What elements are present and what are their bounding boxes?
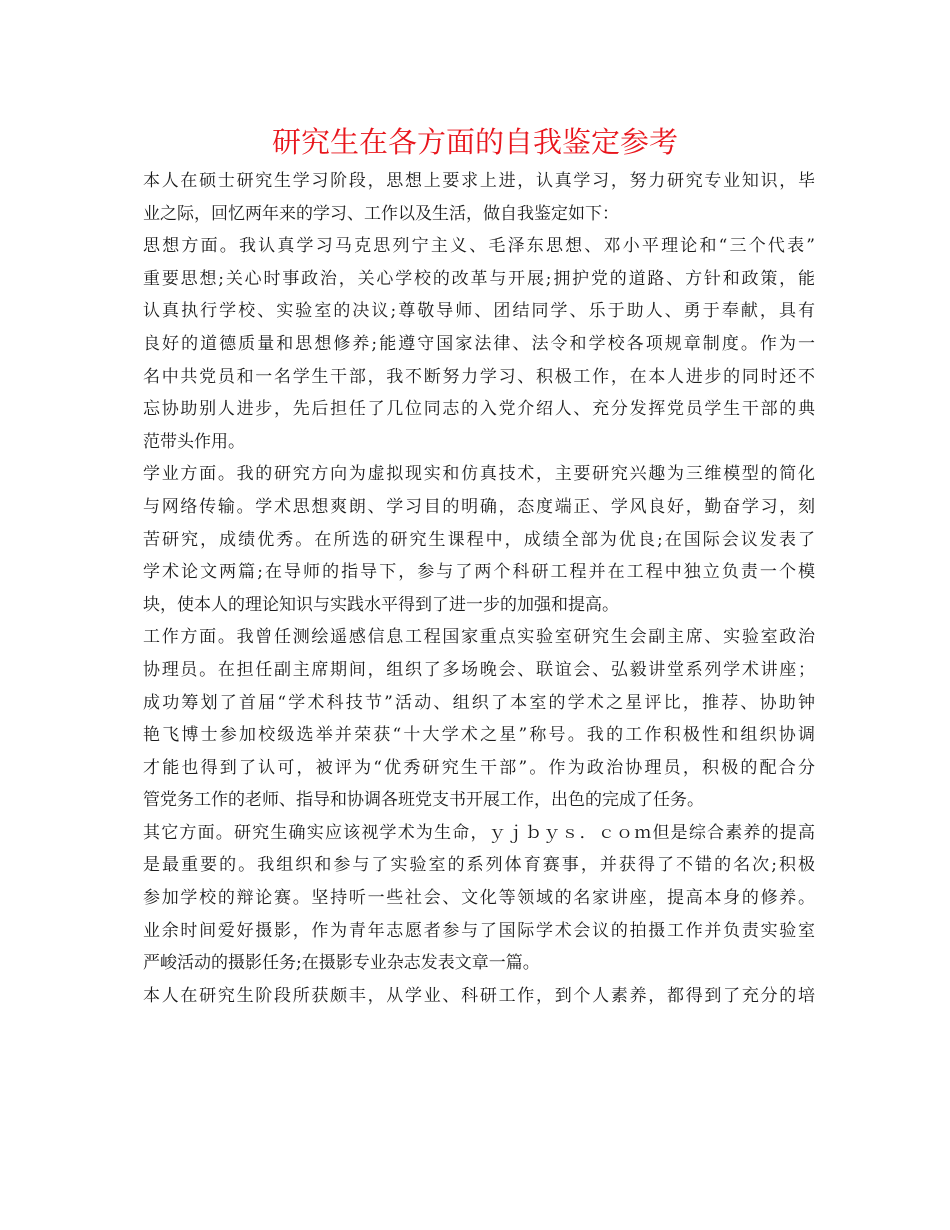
text-line: 块，使本人的理论知识与实践水平得到了进一步的加强和提高。 <box>143 594 619 615</box>
text-line: 参加学校的辩论赛。坚持听一些社会、文化等领域的名家讲座，提高本身的修养。 <box>143 888 815 909</box>
text-line: 其它方面。研究生确实应该视学术为生命，ｙｊｂｙｓ．ｃｏｍ但是综合素养的提高 <box>143 822 815 843</box>
text-line: 重要思想;关心时事政治，关心学校的改革与开展;拥护党的道路、方针和政策，能 <box>143 268 815 289</box>
text-line: 业余时间爱好摄影，作为青年志愿者参与了国际学术会议的拍摄工作并负责实验室 <box>143 920 815 941</box>
text-line: 协理员。在担任副主席期间，组织了多场晚会、联谊会、弘毅讲堂系列学术讲座； <box>143 659 815 680</box>
document-title: 研究生在各方面的自我鉴定参考 <box>271 125 678 159</box>
text-line: 业之际，回忆两年来的学习、工作以及生活，做自我鉴定如下： <box>143 203 619 224</box>
text-line: 认真执行学校、实验室的决议;尊敬导师、团结同学、乐于助人、勇于奉献，具有 <box>143 301 815 322</box>
text-line: 苦研究，成绩优秀。在所选的研究生课程中，成绩全部为优良;在国际会议发表了 <box>143 529 815 550</box>
text-line: 本人在研究生阶段所获颇丰，从学业、科研工作，到个人素养，都得到了充分的培 <box>143 985 815 1006</box>
text-line: 忘协助别人进步，先后担任了几位同志的入党介绍人、充分发挥党员学生干部的典 <box>143 399 815 420</box>
text-line: 学术论文两篇;在导师的指导下，参与了两个科研工程并在工程中独立负责一个模 <box>143 562 815 583</box>
text-line: 工作方面。我曾任测绘遥感信息工程国家重点实验室研究生会副主席、实验室政治 <box>143 627 815 648</box>
document-body <box>143 165 815 1012</box>
text-line: 艳飞博士参加校级选举并荣获“十大学术之星”称号。我的工作积极性和组织协调 <box>143 725 815 746</box>
text-line: 良好的道德质量和思想修养;能遵守国家法律、法令和学校各项规章制度。作为一 <box>143 333 815 354</box>
text-line: 与网络传输。学术思想爽朗、学习目的明确，态度端正、学风良好，勤奋学习，刻 <box>143 496 815 517</box>
text-line: 管党务工作的老师、指导和协调各班党支书开展工作，出色的完成了任务。 <box>143 790 704 811</box>
text-line: 本人在硕士研究生学习阶段，思想上要求上进，认真学习，努力研究专业知识，毕 <box>143 171 815 191</box>
text-line: 才能也得到了认可，被评为“优秀研究生干部”。作为政治协理员，积极的配合分 <box>143 757 815 778</box>
text-line: 范带头作用。 <box>143 431 245 452</box>
text-line: 思想方面。我认真学习马克思列宁主义、毛泽东思想、邓小平理论和“三个代表” <box>143 236 815 257</box>
text-line: 是最重要的。我组织和参与了实验室的系列体育赛事，并获得了不错的名次;积极 <box>143 855 815 876</box>
text-line: 成功筹划了首届“学术科技节”活动、组织了本室的学术之星评比，推荐、协助钟 <box>143 692 815 713</box>
text-line: 严峻活动的摄影任务;在摄影专业杂志发表文章一篇。 <box>143 953 540 974</box>
text-line: 名中共党员和一名学生干部，我不断努力学习、积极工作，在本人进步的同时还不 <box>143 366 815 387</box>
text-line: 学业方面。我的研究方向为虚拟现实和仿真技术，主要研究兴趣为三维模型的简化 <box>143 464 815 485</box>
